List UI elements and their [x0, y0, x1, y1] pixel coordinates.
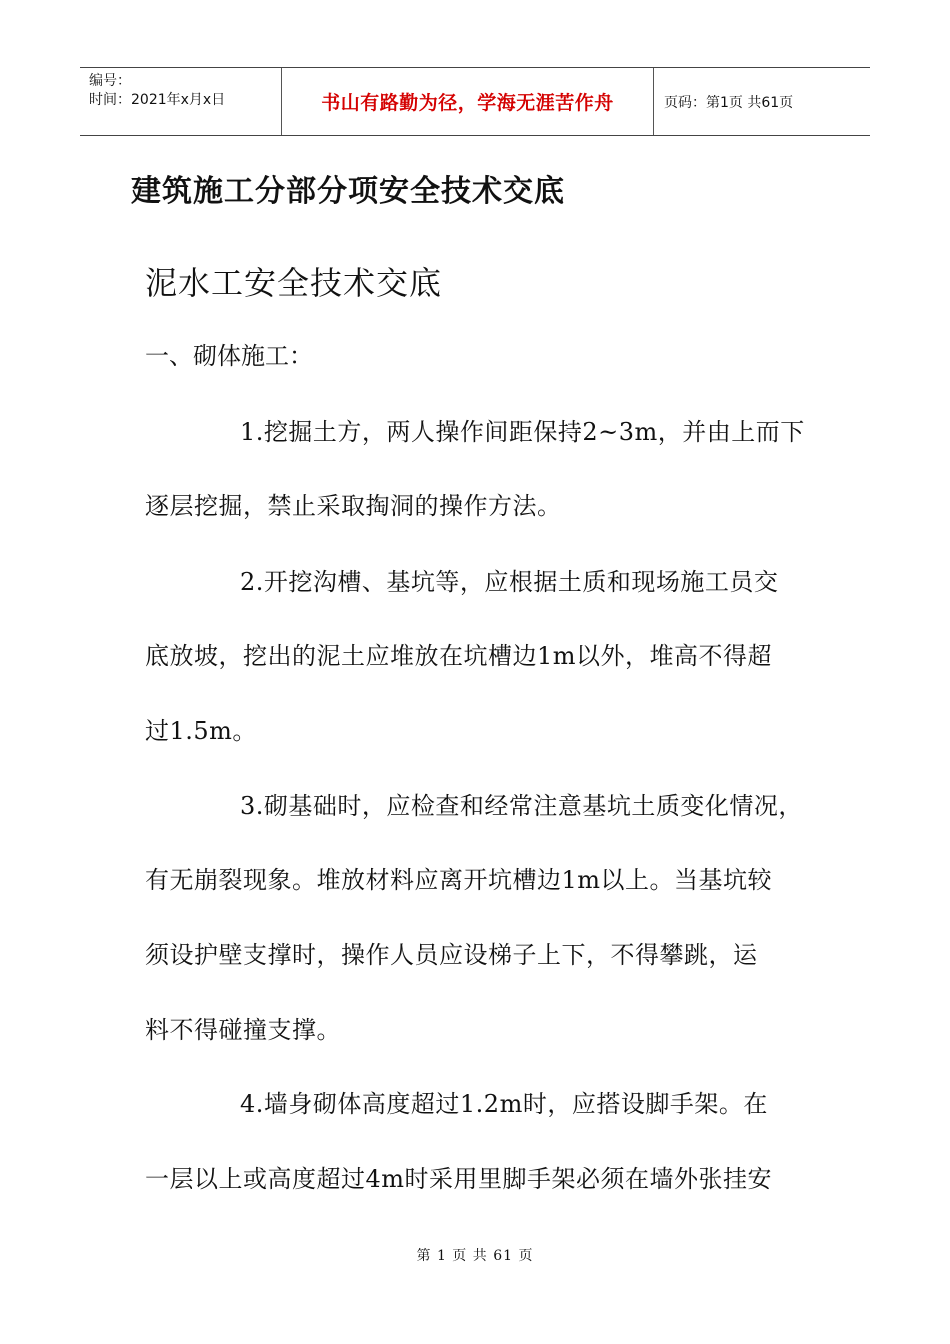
body-line: 过1.5m。 — [145, 717, 257, 745]
header-meta — [80, 68, 282, 135]
code-label: 编号： — [89, 73, 131, 89]
body-line: 料不得碰撞支撑。 — [145, 1016, 341, 1044]
body-line: 有无崩裂现象。堆放材料应离开坑槽边1m以上。当基坑较 — [145, 866, 773, 894]
body-line: 逐层挖掘，禁止采取掏洞的操作方法。 — [145, 492, 562, 520]
document-subtitle: 泥水工安全技术交底 — [145, 264, 443, 302]
document-title: 建筑施工分部分项安全技术交底 — [131, 174, 565, 209]
motto-text: 书山有路勤为径，学海无涯苦作舟 — [321, 92, 614, 114]
page-info-text: 页码：第1页 共61页 — [664, 94, 794, 111]
body-line: 须设护壁支撑时，操作人员应设梯子上下，不得攀跳，运 — [145, 941, 758, 969]
body-line: 底放坡，挖出的泥土应堆放在坑槽边1m以外，堆高不得超 — [145, 642, 773, 670]
body-line: 一层以上或高度超过4m时采用里脚手架必须在墙外张挂安 — [145, 1165, 773, 1193]
body-line: 2.开挖沟槽、基坑等，应根据土质和现场施工员交 — [240, 568, 779, 596]
header-page-info — [654, 68, 870, 135]
time-label: 时间：2021年x月x日 — [89, 92, 226, 108]
section-heading: 一、砌体施工： — [145, 342, 313, 370]
header-motto-cell — [282, 68, 654, 135]
document-header — [80, 67, 870, 136]
body-line: 1.挖掘土方，两人操作间距保持2~3m，并由上而下 — [240, 418, 805, 446]
body-line: 3.砌基础时，应检查和经常注意基坑土质变化情况， — [240, 792, 803, 820]
body-line: 4.墙身砌体高度超过1.2m时，应搭设脚手架。在 — [240, 1090, 768, 1118]
page-footer: 第 1 页 共 61 页 — [416, 1248, 534, 1264]
